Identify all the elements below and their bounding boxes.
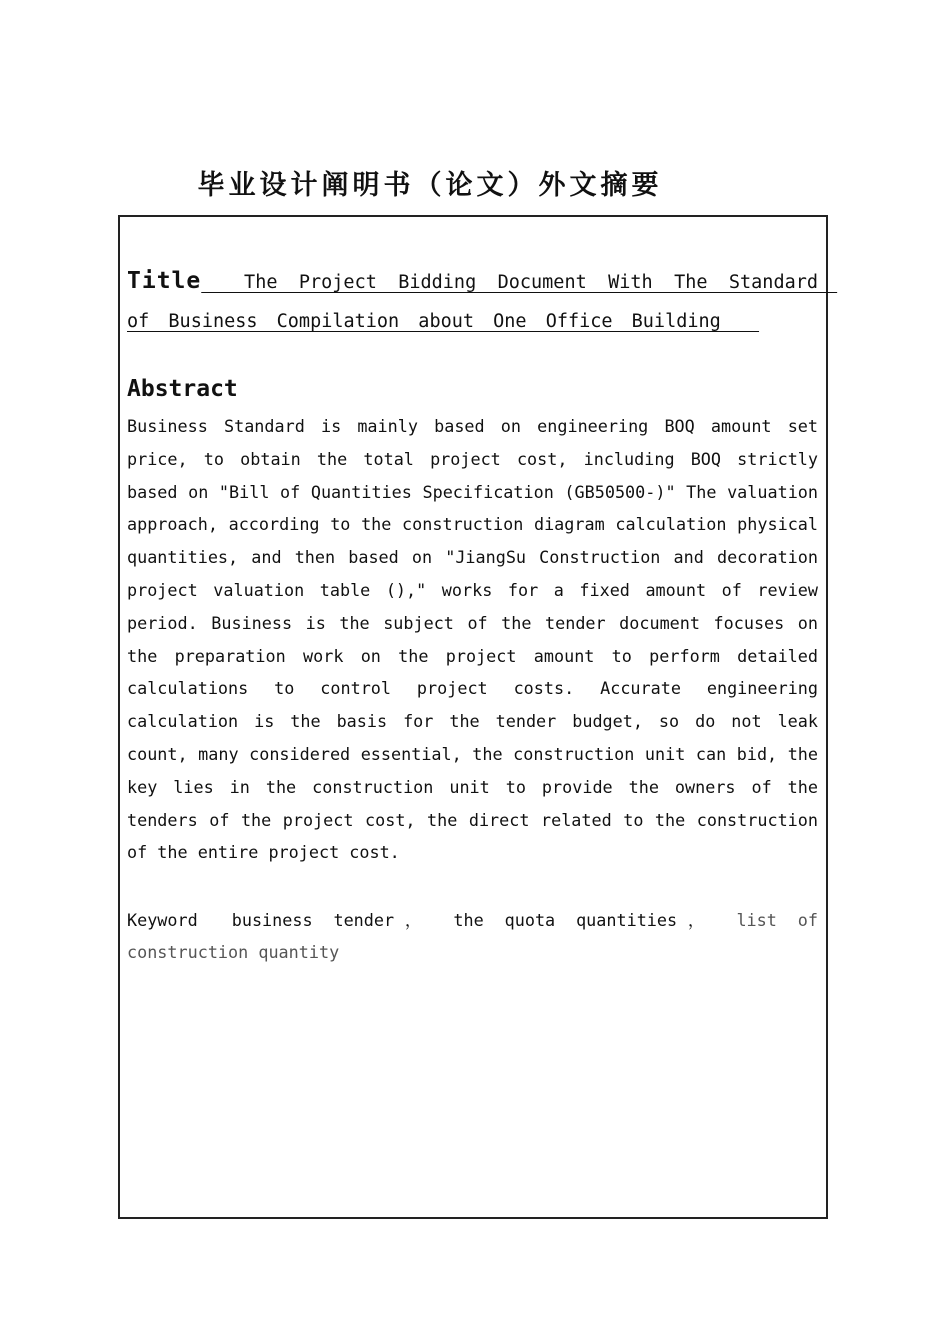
keyword-label: Keyword bbox=[127, 910, 198, 931]
keyword-block bbox=[127, 904, 818, 968]
abstract-body: Business Standard is mainly based on engineering BOQ amount set price, to obtain the total project cost, including BOQ strictly based on "Bill of Quantities Specification (GB50500-)" The valuation approach, according to the construction diagram calculation physical quantities, and then based on "JiangSu Construction and decoration project valuation table ()," works for a fixed amount of review period. Business is the subject of the tender document focuses on the preparation work on the project amount to perform detailed calculations to control project costs. Accurate engineering calculation is the basis for the tender budget, so do not leak count, many considered essential, the construction unit can bid, the key lies in the construction unit to provide the owners of the tenders of the project cost, the direct related to the construction of the entire project cost. bbox=[127, 416, 818, 863]
abstract-heading: Abstract bbox=[127, 376, 238, 402]
keyword-terms-dim: list of construction quantity bbox=[127, 910, 818, 963]
title-label: Title bbox=[127, 268, 202, 294]
title-text: The Project Bidding Document With The Standard of Business Compilation about One Office Building bbox=[127, 272, 838, 332]
page-heading: 毕业设计阐明书（论文）外文摘要 bbox=[197, 170, 663, 201]
abstract-content bbox=[127, 262, 838, 968]
title-block bbox=[127, 262, 838, 341]
keyword-terms: business tender， the quota quantities， bbox=[231, 910, 716, 931]
